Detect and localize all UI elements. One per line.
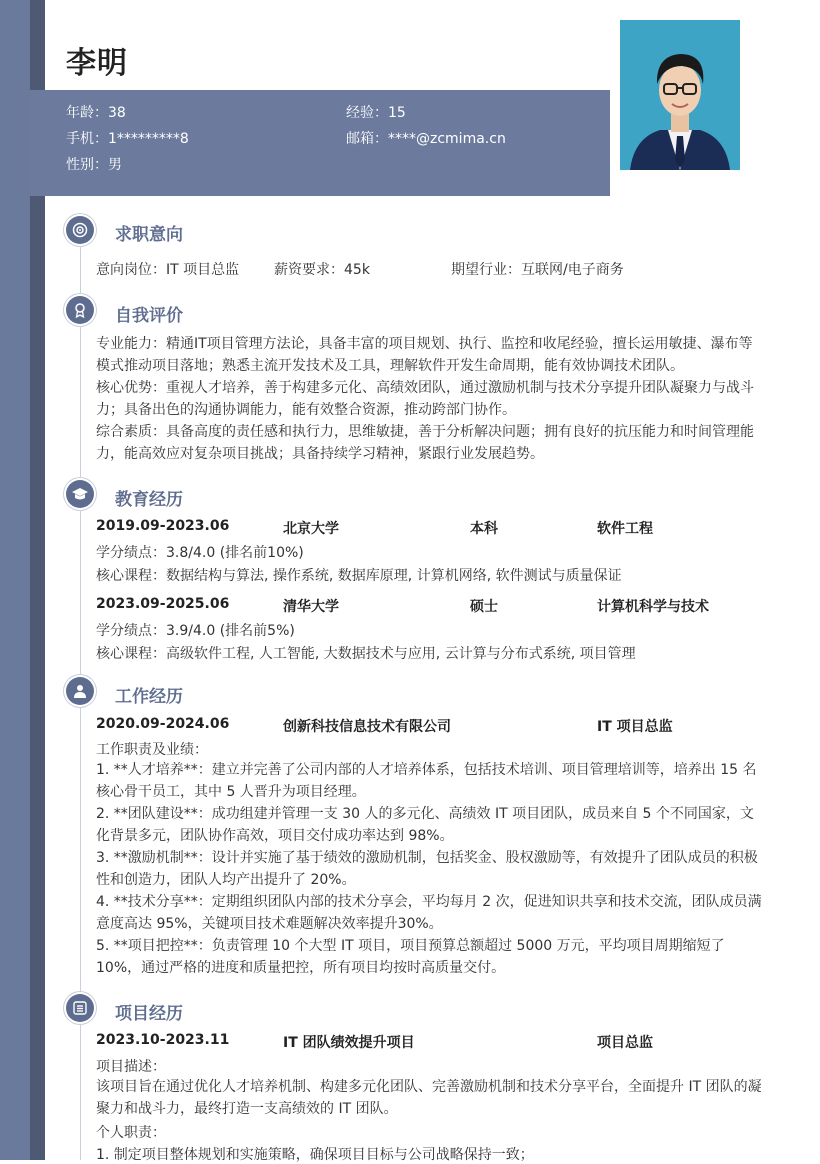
profile-photo: [620, 20, 740, 170]
section-title-self: 自我评价: [115, 306, 183, 326]
award-icon: [66, 296, 94, 324]
gender-field: [66, 154, 122, 174]
graduation-cap-icon: [66, 480, 94, 508]
intent-position: 意向岗位：IT 项目总监: [96, 262, 240, 278]
edu-2-major: 计算机科学与技术: [597, 599, 709, 615]
work-title: IT 项目总监: [597, 719, 673, 735]
gender-label: 性别：: [66, 157, 108, 173]
work-item-4: 4. **技术分享**：定期组织团队内部的技术分享会，平均每月 2 次，促进知识共享和技术交流，团队成员满意度高达 95%，关键项目技术难题解决效率提升30%。: [96, 894, 762, 932]
edu-1-major: 软件工程: [597, 521, 653, 537]
experience-field: [346, 102, 406, 122]
list-icon: [66, 994, 94, 1022]
phone-label: 手机：: [66, 131, 108, 147]
intent-industry: 期望行业：互联网/电子商务: [451, 262, 624, 278]
work-company: 创新科技信息技术有限公司: [283, 719, 451, 735]
self-eval-quality: 综合素质：具备高度的责任感和执行力，思维敏捷，善于分析解决问题；拥有良好的抗压能力和时间管理能力，能高效应对复杂项目挑战；具备持续学习精神，紧跟行业发展趋势。: [96, 424, 754, 462]
edu-1-courses: 核心课程：数据结构与算法, 操作系统, 数据库原理, 计算机网络, 软件测试与质量保证: [96, 568, 622, 584]
section-title-education: 教育经历: [115, 490, 183, 510]
person-icon: [66, 677, 94, 705]
project-duty-label: 个人职责：: [96, 1125, 166, 1141]
edu-1-period: 2019.09-2023.06: [96, 518, 230, 534]
self-eval-professional: 专业能力：精通IT项目管理方法论，具备丰富的项目规划、执行、监控和收尾经验，擅长运用敏捷、瀑布等模式推动项目落地；熟悉主流开发技术及工具，理解软件开发生命周期，能有效协调技术团队。: [96, 336, 753, 374]
work-period: 2020.09-2024.06: [96, 716, 230, 732]
project-duty-1: 1. 制定项目整体规划和实施策略，确保项目目标与公司战略保持一致；: [96, 1147, 534, 1163]
gender-value: 男: [108, 157, 122, 173]
project-desc: 该项目旨在通过优化人才培养机制、构建多元化团队、完善激励机制和技术分享平台，全面提升 IT 团队的凝聚力和战斗力，最终打造一支高绩效的 IT 团队。: [96, 1079, 762, 1117]
experience-value: 15: [388, 105, 406, 121]
project-period: 2023.10-2023.11: [96, 1032, 230, 1048]
work-item-3: 3. **激励机制**：设计并实施了基于绩效的激励机制，包括奖金、股权激励等，有效提升了团队成员的积极性和创造力，团队人均产出提升了 20%。: [96, 850, 758, 888]
section-title-project: 项目经历: [115, 1004, 183, 1024]
edu-1-degree: 本科: [470, 521, 498, 537]
experience-label: 经验：: [346, 105, 388, 121]
left-sidebar-bar: [0, 0, 30, 1160]
edu-2-period: 2023.09-2025.06: [96, 596, 230, 612]
edu-2-gpa: 学分绩点：3.9/4.0 (排名前5%): [96, 623, 295, 639]
edu-2-courses: 核心课程：高级软件工程, 人工智能, 大数据技术与应用, 云计算与分布式系统, 项目管理: [96, 646, 636, 662]
phone-value: 1*********8: [108, 131, 189, 147]
candidate-name: 李明: [66, 46, 128, 81]
edu-2-degree: 硕士: [470, 599, 498, 615]
project-name: IT 团队绩效提升项目: [283, 1035, 415, 1051]
edu-1-school: 北京大学: [283, 521, 339, 537]
edu-2-school: 清华大学: [283, 599, 339, 615]
phone-field: [66, 128, 189, 148]
work-item-5: 5. **项目把控**：负责管理 10 个大型 IT 项目，项目预算总额超过 5000 万元，平均项目周期缩短了 10%，通过严格的进度和质量把控，所有项目均按时高质量交付。: [96, 938, 725, 976]
project-desc-label: 项目描述：: [96, 1059, 166, 1075]
project-role: 项目总监: [597, 1035, 653, 1051]
edu-1-gpa: 学分绩点：3.8/4.0 (排名前10%): [96, 545, 304, 561]
email-field: [346, 128, 506, 148]
email-label: 邮箱：: [346, 131, 388, 147]
age-field: [66, 102, 126, 122]
section-title-work: 工作经历: [115, 687, 183, 707]
target-icon: [66, 216, 94, 244]
intent-salary: 薪资要求：45k: [274, 262, 370, 278]
age-label: 年龄：: [66, 105, 108, 121]
section-title-intent: 求职意向: [115, 225, 183, 245]
self-eval-strength: 核心优势：重视人才培养，善于构建多元化、高绩效团队，通过激励机制与技术分享提升团队凝聚力与战斗力；具备出色的沟通协调能力，能有效整合资源，推动跨部门协作。: [96, 380, 754, 418]
email-value: ****@zcmima.cn: [388, 131, 506, 147]
work-item-1: 1. **人才培养**：建立并完善了公司内部的人才培养体系，包括技术培训、项目管理培训等，培养出 15 名核心骨干员工，其中 5 人晋升为项目经理。: [96, 762, 757, 800]
work-heading: 工作职责及业绩：: [96, 742, 208, 758]
age-value: 38: [108, 105, 126, 121]
work-item-2: 2. **团队建设**：成功组建并管理一支 30 人的多元化、高绩效 IT 项目团队，成员来自 5 个不同国家，文化背景多元，团队协作高效，项目交付成功率达到 98%。: [96, 806, 754, 844]
